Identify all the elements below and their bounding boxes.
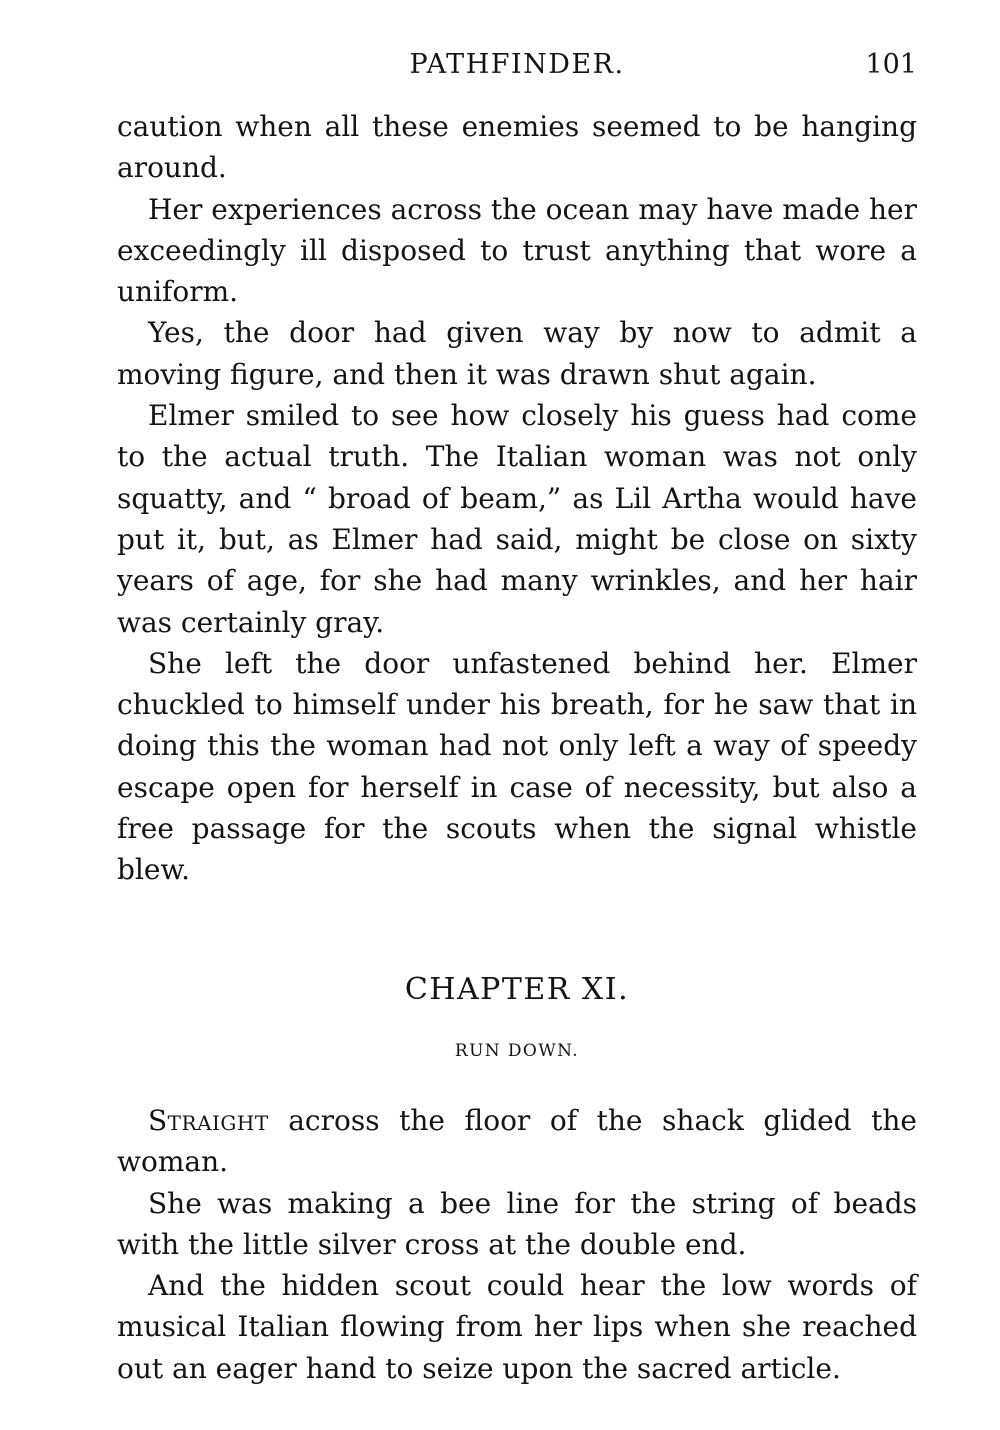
paragraph: caution when all these enemies seemed to be hanging around. (117, 110, 917, 185)
running-head: PATHFINDER. (409, 49, 625, 80)
opening-text: across the floor of the shack glided the woman. (117, 1104, 917, 1179)
paragraph: Elmer smiled to see how closely his guess had come to the actual truth. The Italian woman was not only squatty, and “ broad of beam,” as Lil Artha would have put it, but, as Elmer had said, might be close on sixty years of age, for she had many wrinkles, and her hair was certainly gray. (117, 399, 917, 639)
chapter-subtitle: RUN DOWN. (454, 1041, 580, 1061)
chapter-title: CHAPTER XI. (404, 972, 630, 1007)
text-body (117, 106, 917, 891)
chapter-heading (117, 966, 917, 1066)
page-number: 101 (865, 49, 917, 80)
chapter-text (117, 1100, 917, 1389)
page-header (117, 48, 917, 82)
paragraph: Her experiences across the ocean may have made her exceedingly ill disposed to trust anything that wore a uniform. (117, 192, 917, 309)
paragraph: She left the door unfastened behind her. Elmer chuckled to himself under his breath, for he saw that in doing this the woman had not only left a way of speedy escape open for herself in case of necessity, but also a free passage for the scouts when the signal whistle blew. (117, 646, 917, 887)
chapter-opening-paragraph (117, 1100, 917, 1183)
paragraph: Yes, the door had given way by now to admit a moving figure, and then it was drawn shut again. (117, 316, 917, 391)
paragraph: She was making a bee line for the string of beads with the little silver cross at the double end. (117, 1186, 917, 1261)
opening-word: Straight (148, 1104, 269, 1137)
paragraph: And the hidden scout could hear the low words of musical Italian flowing from her lips when she reached out an eager hand to seize upon the sacred article. (117, 1269, 917, 1385)
